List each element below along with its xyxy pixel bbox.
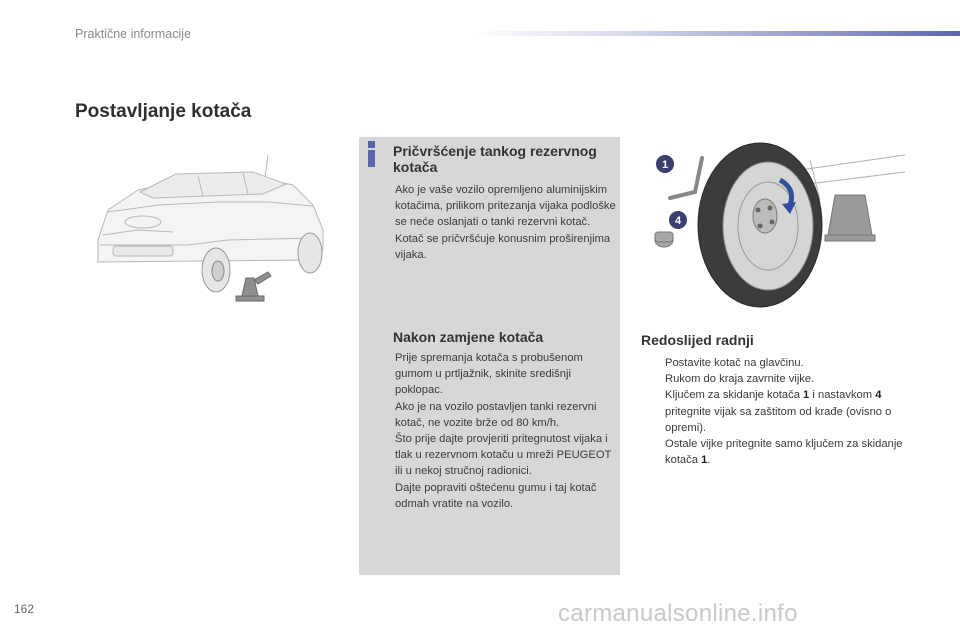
info-heading-spare-wheel: Pričvršćenje tankog rezervnog kotača	[393, 143, 597, 175]
info-text-after-change	[395, 350, 617, 512]
header-gradient-bar	[470, 31, 960, 36]
procedure-steps	[641, 355, 911, 468]
car-illustration	[78, 150, 333, 310]
wheel-illustration	[640, 140, 910, 310]
label-4-text: 4	[674, 215, 682, 227]
page-title: Postavljanje kotača	[75, 101, 252, 122]
page-number: 162	[14, 602, 35, 616]
info-text-spare-wheel: Ako je vaše vozilo opremljeno aluminijskim kotačima, prilikom pritezanja vijaka podloške se neće oslanjati o tanki rezervni kotač. Kotač se pričvršćuje konusnim proširenjima vijaka.	[395, 184, 616, 261]
procedure-step: Rukom do kraja zavrnite vijke.	[665, 373, 815, 386]
info-icon	[366, 141, 378, 167]
info-paragraph: Dajte popraviti oštećenu gumu i taj kotač odmah vratite na vozilo.	[395, 481, 597, 510]
info-paragraph: Prije spremanja kotača s probušenom gumom u prtljažnik, skinite središnji poklopac.	[395, 352, 583, 397]
procedure-step: Ključem za skidanje kotača 1 i nastavkom 4 pritegnite vijak sa zaštitom od krađe (ovisno o opremi).	[665, 389, 892, 434]
info-heading-after-change: Nakon zamjene kotača	[393, 329, 544, 345]
info-paragraph: Što prije dajte provjeriti pritegnutost vijaka i tlak u rezervnom kotaču u mreži PEUGEOT ili u nekoj stručnoj radionici.	[395, 433, 612, 478]
procedure-heading: Redoslijed radnji	[641, 332, 754, 348]
section-label: Praktične informacije	[75, 27, 192, 41]
label-1-text: 1	[661, 159, 669, 171]
procedure-step: Ostale vijke pritegnite samo ključem za skidanje kotača 1.	[665, 438, 903, 467]
procedure-step: Postavite kotač na glavčinu.	[665, 357, 804, 369]
watermark: carmanualsonline.info	[558, 600, 798, 627]
info-paragraph: Ako je na vozilo postavljen tanki rezervni kotač, ne vozite brže od 80 km/h.	[395, 400, 597, 429]
